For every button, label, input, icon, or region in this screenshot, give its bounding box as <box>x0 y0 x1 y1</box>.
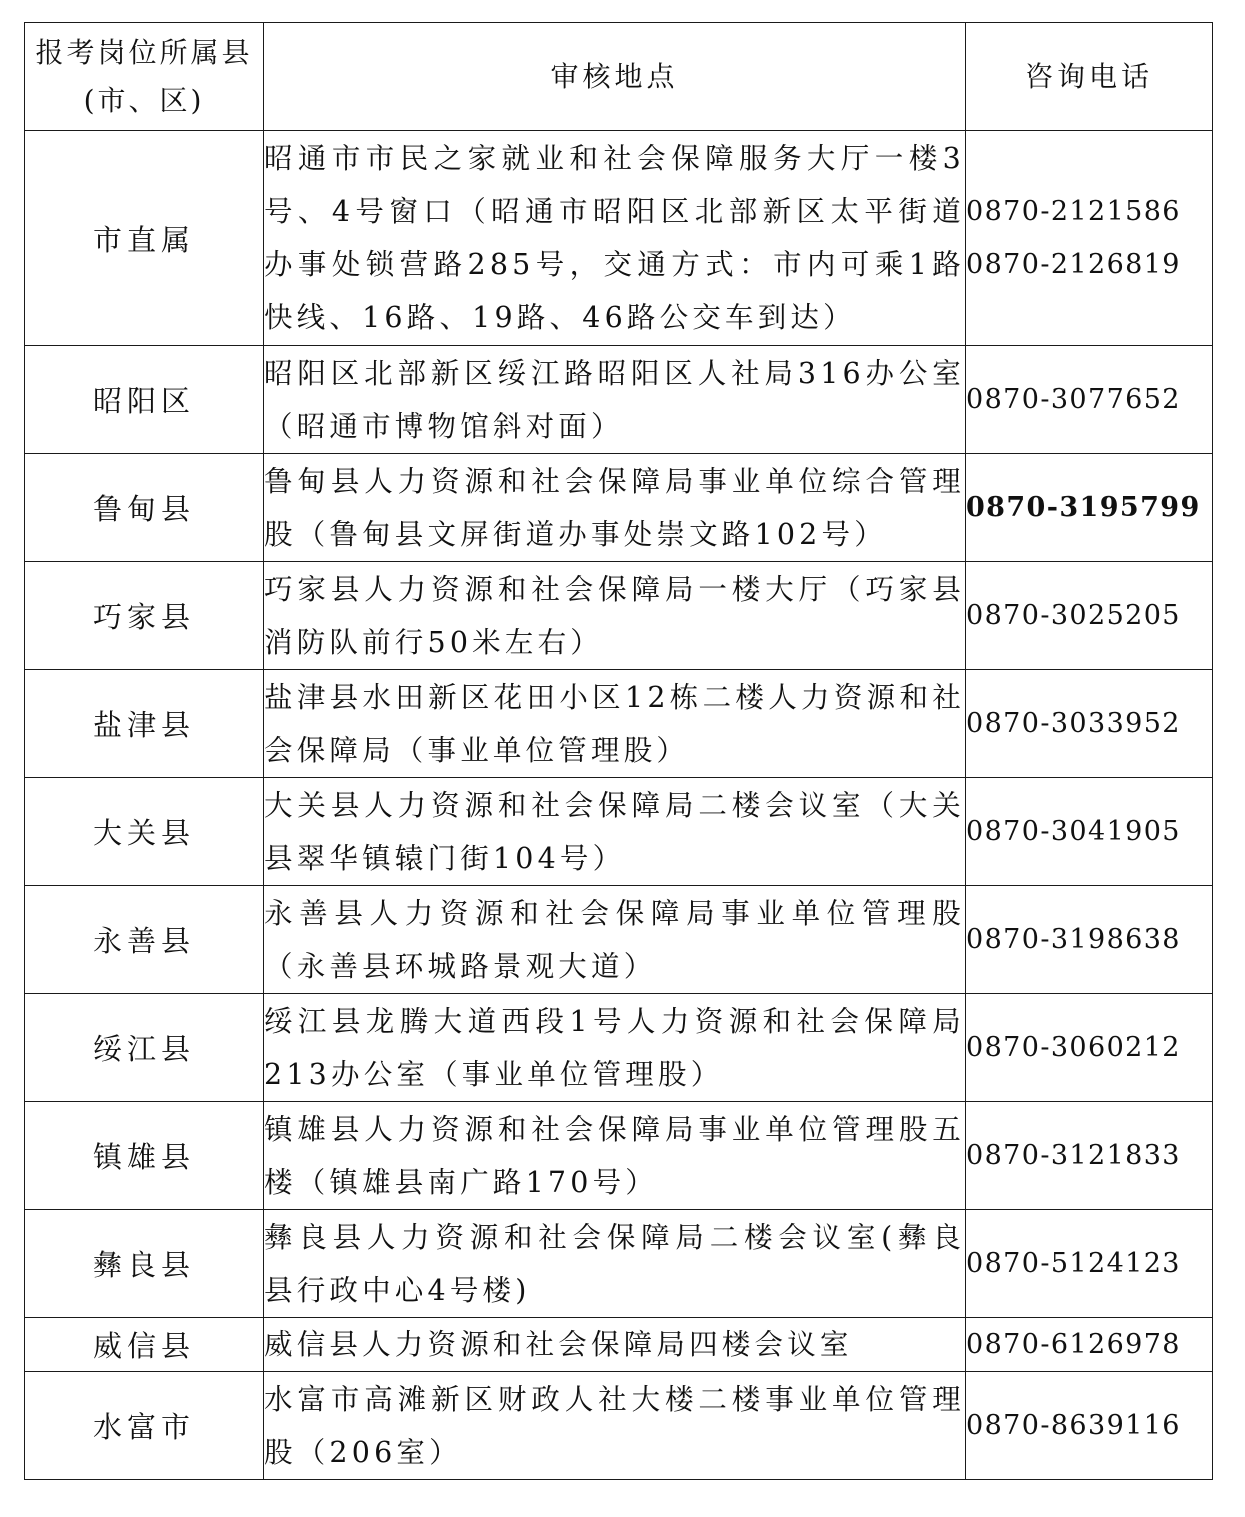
county-cell: 永善县 <box>25 886 264 994</box>
address-cell: 绥江县龙腾大道西段1号人力资源和社会保障局213办公室（事业单位管理股） <box>264 994 966 1102</box>
phone-number: 0870-3198638 <box>966 924 1181 955</box>
phone-number: 0870-3025205 <box>966 600 1181 631</box>
table-row <box>25 778 1213 886</box>
phone-cell <box>966 886 1213 994</box>
phone-cell <box>966 1318 1213 1372</box>
address-cell: 巧家县人力资源和社会保障局一楼大厅（巧家县消防队前行50米左右） <box>264 562 966 670</box>
table-row <box>25 670 1213 778</box>
county-cell: 威信县 <box>25 1318 264 1372</box>
phone-cell <box>966 994 1213 1102</box>
phone-number: 0870-2126819 <box>966 249 1181 280</box>
phone-number: 0870-3041905 <box>966 816 1181 847</box>
table-row <box>25 454 1213 562</box>
address-cell: 鲁甸县人力资源和社会保障局事业单位综合管理股（鲁甸县文屏街道办事处崇文路102号） <box>264 454 966 562</box>
phone-cell <box>966 562 1213 670</box>
phone-number: 0870-3121833 <box>966 1140 1181 1171</box>
phone-number: 0870-2121586 <box>966 196 1181 227</box>
county-cell: 市直属 <box>25 131 264 346</box>
table-row <box>25 886 1213 994</box>
phone-cell <box>966 1372 1213 1480</box>
table-row <box>25 562 1213 670</box>
phone-cell <box>966 131 1213 346</box>
phone-cell <box>966 778 1213 886</box>
address-cell: 镇雄县人力资源和社会保障局事业单位管理股五楼（镇雄县南广路170号） <box>264 1102 966 1210</box>
review-locations-table <box>24 22 1213 1480</box>
table-row <box>25 1318 1213 1372</box>
county-cell: 绥江县 <box>25 994 264 1102</box>
table-row <box>25 994 1213 1102</box>
county-cell: 巧家县 <box>25 562 264 670</box>
address-cell: 昭阳区北部新区绥江路昭阳区人社局316办公室（昭通市博物馆斜对面） <box>264 346 966 454</box>
county-cell: 水富市 <box>25 1372 264 1480</box>
phone-cell <box>966 1210 1213 1318</box>
county-cell: 昭阳区 <box>25 346 264 454</box>
table-row <box>25 131 1213 346</box>
header-phone: 咨询电话 <box>966 23 1213 131</box>
phone-number: 0870-3077652 <box>966 384 1181 415</box>
address-cell: 永善县人力资源和社会保障局事业单位管理股（永善县环城路景观大道） <box>264 886 966 994</box>
phone-number: 0870-3060212 <box>966 1032 1181 1063</box>
address-cell: 彝良县人力资源和社会保障局二楼会议室(彝良县行政中心4号楼) <box>264 1210 966 1318</box>
county-cell: 大关县 <box>25 778 264 886</box>
header-county: 报考岗位所属县(市、区) <box>25 23 264 131</box>
table-row <box>25 1102 1213 1210</box>
county-cell: 镇雄县 <box>25 1102 264 1210</box>
phone-number: 0870-6126978 <box>966 1329 1181 1360</box>
phone-number: 0870-3033952 <box>966 708 1181 739</box>
table-row <box>25 1210 1213 1318</box>
county-cell: 盐津县 <box>25 670 264 778</box>
table-row <box>25 1372 1213 1480</box>
address-cell: 威信县人力资源和社会保障局四楼会议室 <box>264 1318 966 1372</box>
table-header-row <box>25 23 1213 131</box>
address-cell: 盐津县水田新区花田小区12栋二楼人力资源和社会保障局（事业单位管理股） <box>264 670 966 778</box>
phone-number: 0870-8639116 <box>966 1410 1181 1441</box>
header-address: 审核地点 <box>264 23 966 131</box>
address-cell: 昭通市市民之家就业和社会保障服务大厅一楼3号、4号窗口（昭通市昭阳区北部新区太平街道办事处锁营路285号，交通方式：市内可乘1路快线、16路、19路、46路公交车到达） <box>264 131 966 346</box>
phone-number: 0870-5124123 <box>966 1248 1181 1279</box>
phone-number: 0870-3195799 <box>966 492 1201 523</box>
phone-cell <box>966 454 1213 562</box>
county-cell: 彝良县 <box>25 1210 264 1318</box>
address-cell: 大关县人力资源和社会保障局二楼会议室（大关县翠华镇辕门街104号） <box>264 778 966 886</box>
table-row <box>25 346 1213 454</box>
phone-cell <box>966 346 1213 454</box>
phone-cell <box>966 670 1213 778</box>
phone-cell <box>966 1102 1213 1210</box>
address-cell: 水富市高滩新区财政人社大楼二楼事业单位管理股（206室） <box>264 1372 966 1480</box>
county-cell: 鲁甸县 <box>25 454 264 562</box>
